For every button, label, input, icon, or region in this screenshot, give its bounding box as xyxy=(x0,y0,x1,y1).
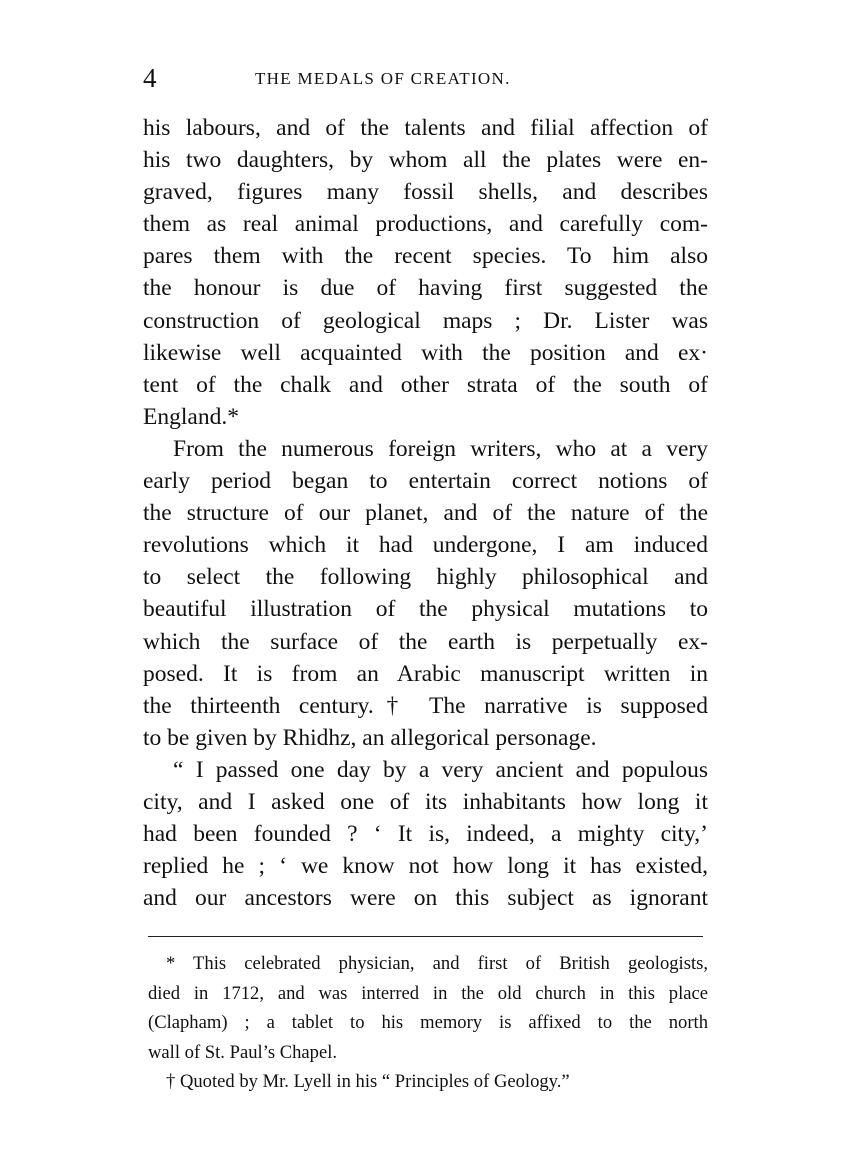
footnote-rule xyxy=(148,936,703,937)
text-line: to be given by Rhidhz, an allegorical personage. xyxy=(143,724,597,751)
body-text xyxy=(143,112,708,914)
text-line: replied he ; ‘ we know not how long it has existed, xyxy=(143,853,708,880)
text-line: revolutions which it had undergone, I am induced xyxy=(143,532,708,559)
text-line: city, and I asked one of its inhabitants how long it xyxy=(143,788,708,815)
footnote-line: † Quoted by Mr. Lyell in his “ Principles of Geology.” xyxy=(166,1071,570,1092)
text-line: had been founded ? ‘ It is, indeed, a mighty city,’ xyxy=(143,821,708,848)
text-line: “ I passed one day by a very ancient and populous xyxy=(173,756,708,783)
text-line: tent of the chalk and other strata of the south of xyxy=(143,371,708,398)
page-number: 4 xyxy=(143,63,157,93)
text-line: early period began to entertain correct notions of xyxy=(143,468,708,495)
footnote-line: wall of St. Paul’s Chapel. xyxy=(148,1041,338,1063)
text-line: the honour is due of having first suggested the xyxy=(143,275,708,302)
text-line: them as real animal productions, and carefully com- xyxy=(143,211,708,238)
text-line: to select the following highly philosophical and xyxy=(143,564,708,591)
text-line: the thirteenth century.† The narrative is supposed xyxy=(143,692,708,719)
text-line: beautiful illustration of the physical mutations to xyxy=(143,596,708,623)
text-line: his two daughters, by whom all the plates were en- xyxy=(143,147,708,174)
footnote-line: * This celebrated physician, and first of British geologists, xyxy=(166,953,708,974)
running-title: THE MEDALS OF CREATION. xyxy=(255,69,511,88)
text-line: pares them with the recent species. To him also xyxy=(143,243,708,270)
footnote-line: (Clapham) ; a tablet to his memory is affixed to the north xyxy=(148,1012,708,1033)
footnotes xyxy=(148,949,708,1097)
text-line: posed. It is from an Arabic manuscript written in xyxy=(143,660,708,687)
text-line: graved, figures many fossil shells, and describes xyxy=(143,179,708,206)
text-line: and our ancestors were on this subject as ignorant xyxy=(143,885,708,912)
text-line: England.* xyxy=(143,403,239,430)
text-line: From the numerous foreign writers, who at a very xyxy=(173,435,708,462)
text-line: which the surface of the earth is perpetually ex- xyxy=(143,628,708,655)
text-line: his labours, and of the talents and filial affection of xyxy=(143,115,708,141)
text-line: construction of geological maps ; Dr. Lister was xyxy=(143,307,708,334)
page-header xyxy=(143,62,708,94)
footnote-line: died in 1712, and was interred in the old church in this place xyxy=(148,982,708,1004)
text-line: likewise well acquainted with the position and ex· xyxy=(143,339,708,366)
text-line: the structure of our planet, and of the nature of the xyxy=(143,500,708,527)
